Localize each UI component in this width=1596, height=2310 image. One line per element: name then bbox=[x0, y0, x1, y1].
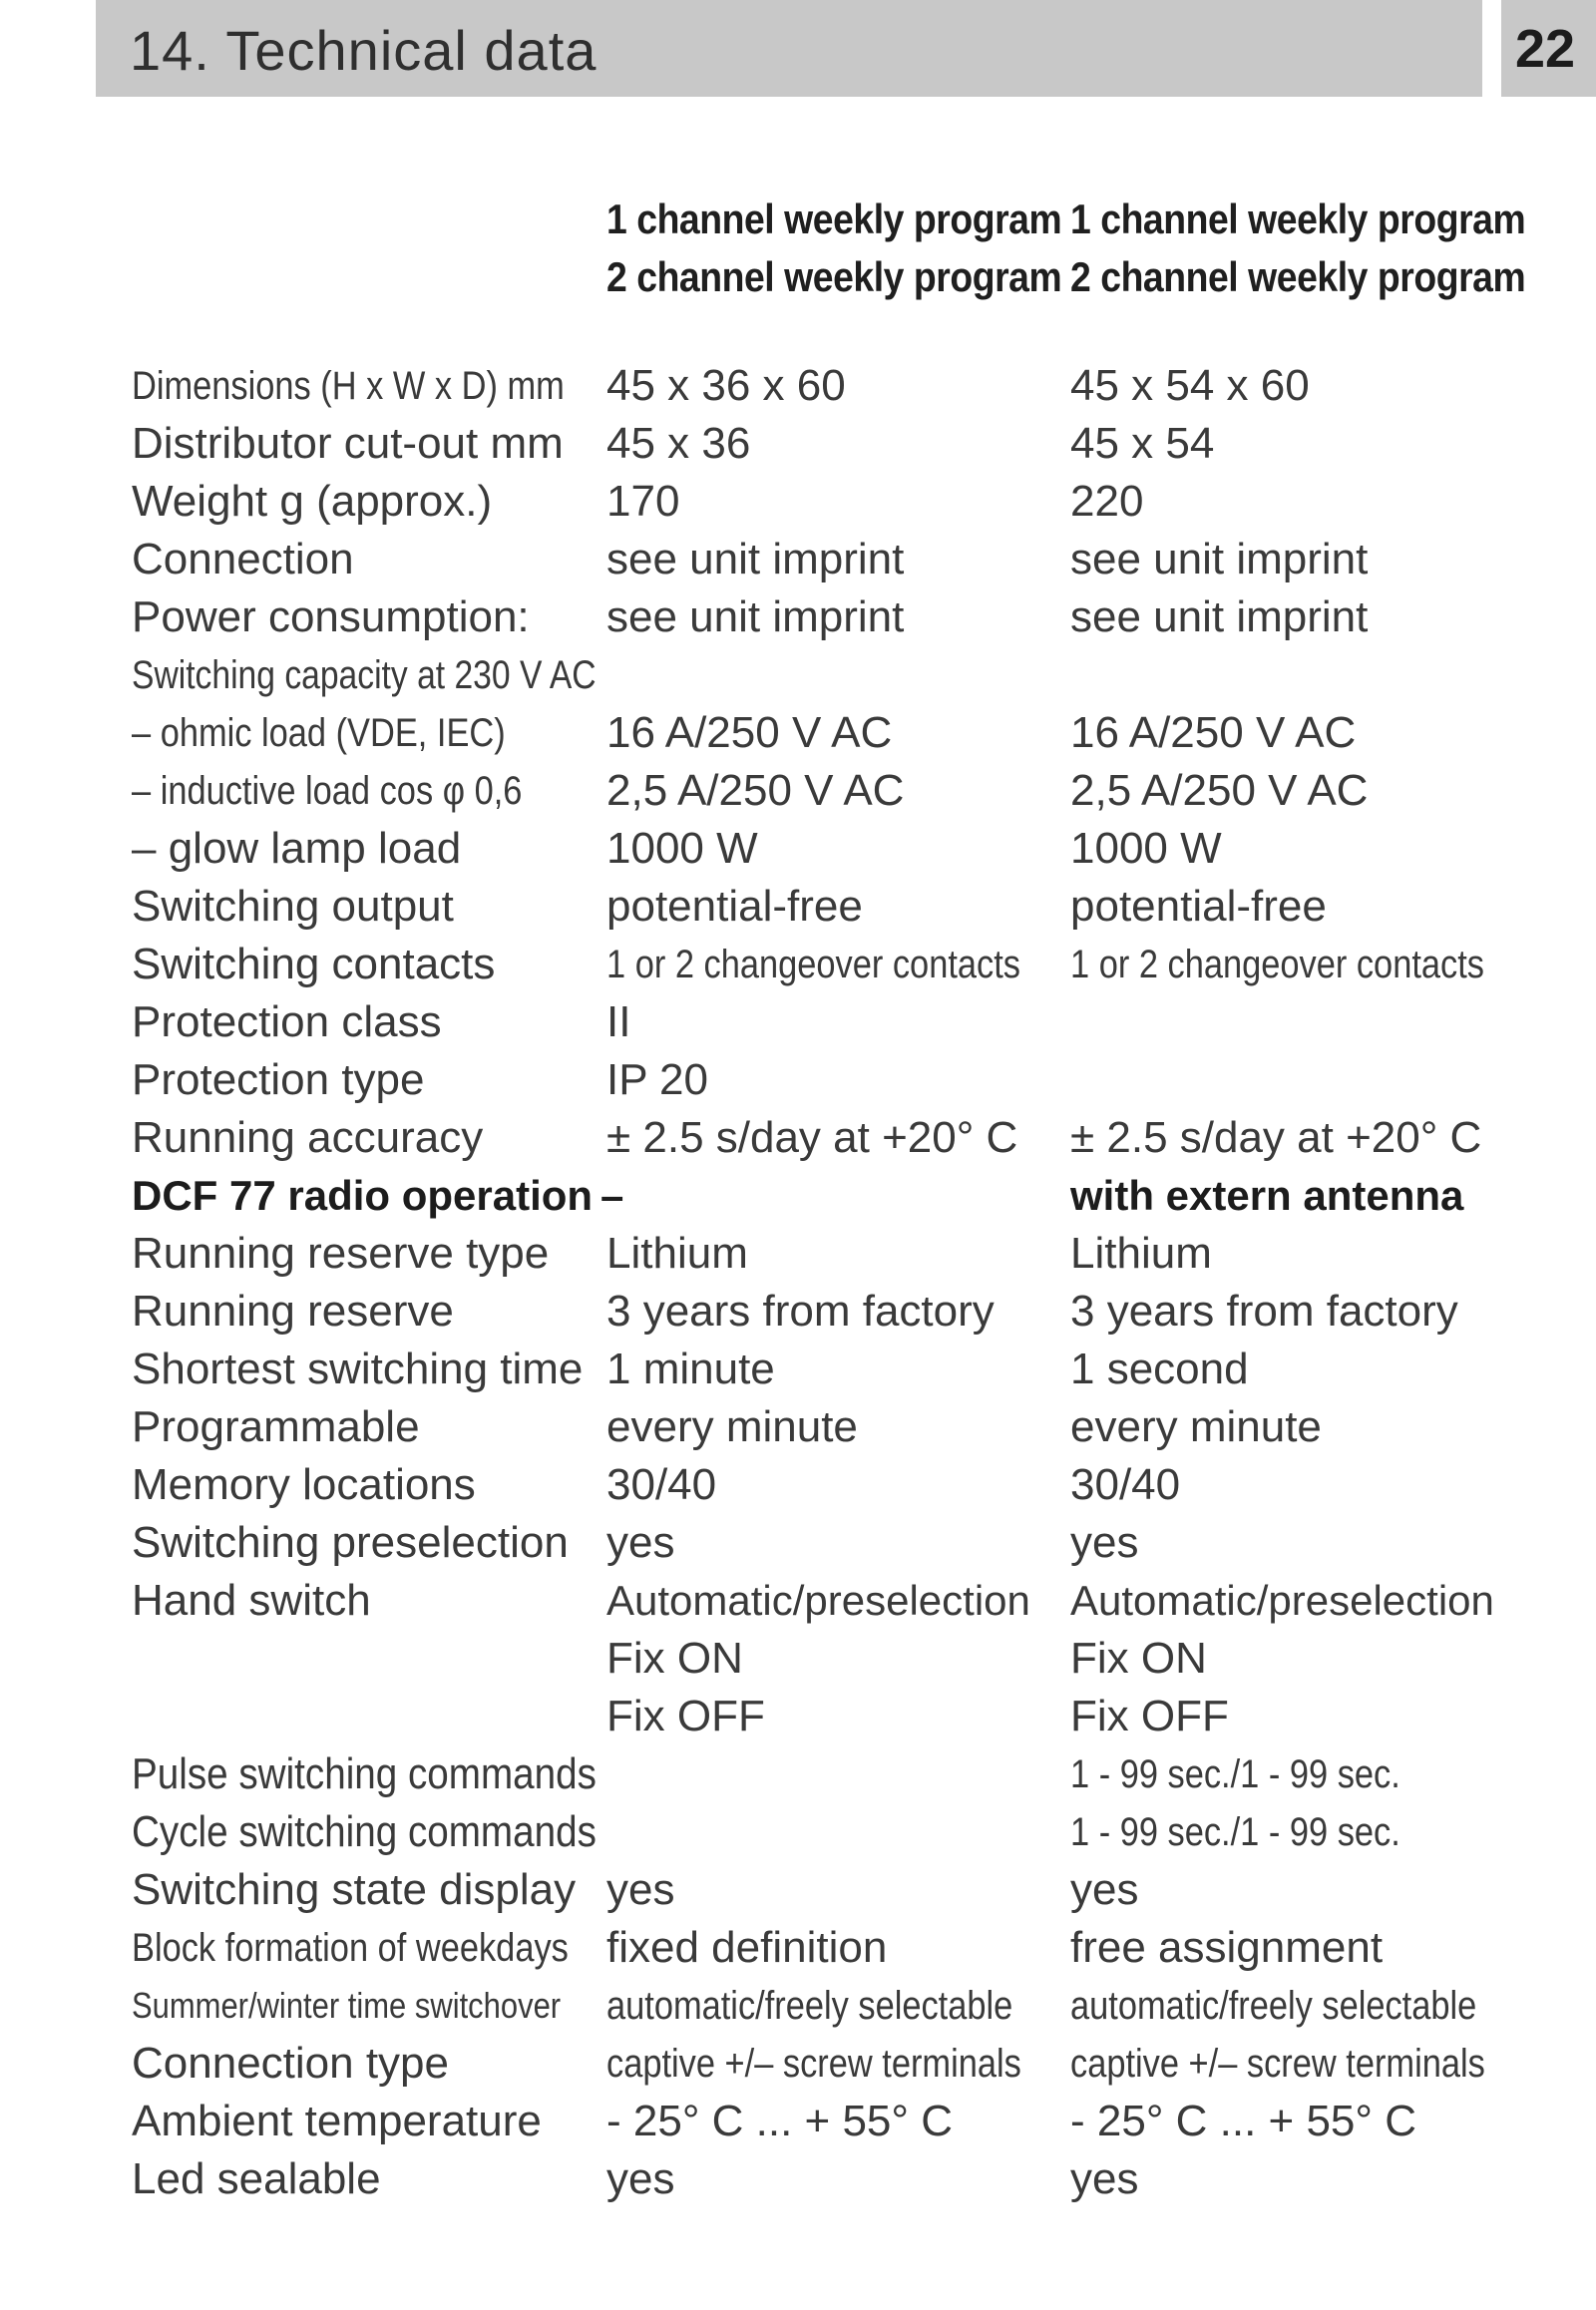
row-value-col2: Fix OFF bbox=[1070, 1692, 1229, 1740]
row-value-col1: 45 x 36 x 60 bbox=[606, 361, 846, 410]
row-value-col1: 1 minute bbox=[606, 1345, 775, 1393]
row-value-col1: yes bbox=[606, 1865, 675, 1914]
row-value-col2: 30/40 bbox=[1070, 1460, 1181, 1509]
row-value-col1: 16 A/250 V AC bbox=[606, 708, 893, 757]
row-label: Switching capacity at 230 V AC bbox=[132, 653, 597, 697]
column-header-1-line-2: 2 channel weekly program bbox=[606, 253, 1062, 300]
row-value-col1: IP 20 bbox=[606, 1055, 708, 1104]
row-value-col2: ± 2.5 s/day at +20° C bbox=[1070, 1113, 1482, 1162]
row-label: – glow lamp load bbox=[132, 824, 462, 873]
row-value-col2: Lithium bbox=[1070, 1229, 1212, 1278]
row-value-col1: 1 or 2 changeover contacts bbox=[606, 943, 1020, 986]
row-value-col2: 1 - 99 sec./1 - 99 sec. bbox=[1070, 1810, 1400, 1854]
row-value-col2: potential-free bbox=[1070, 882, 1327, 931]
row-value-col2: free assignment bbox=[1070, 1923, 1384, 1972]
row-value-col1: 1000 W bbox=[606, 824, 758, 873]
row-label: Switching preselection bbox=[132, 1518, 569, 1567]
row-value-col2: 45 x 54 x 60 bbox=[1070, 361, 1310, 410]
row-label: Running reserve bbox=[132, 1287, 454, 1336]
row-value-col2: every minute bbox=[1070, 1402, 1322, 1451]
row-label: Pulse switching commands bbox=[132, 1749, 597, 1798]
row-label: Summer/winter time switchover bbox=[132, 1985, 562, 2026]
row-label: Switching state display bbox=[132, 1865, 577, 1914]
row-value-col1: Fix ON bbox=[606, 1634, 743, 1683]
row-value-col2: 16 A/250 V AC bbox=[1070, 708, 1357, 757]
row-value-col2: see unit imprint bbox=[1070, 535, 1369, 583]
row-value-col1: see unit imprint bbox=[606, 535, 905, 583]
row-value-col1: captive +/– screw terminals bbox=[606, 2042, 1021, 2086]
row-value-col2: 1 - 99 sec./1 - 99 sec. bbox=[1070, 1752, 1400, 1796]
row-label: Programmable bbox=[132, 1402, 420, 1451]
row-label: Power consumption: bbox=[132, 592, 530, 641]
row-label: Memory locations bbox=[132, 1460, 476, 1509]
row-label: Ambient temperature bbox=[132, 2097, 542, 2145]
row-value-col1: yes bbox=[606, 1518, 675, 1567]
row-label: Connection type bbox=[132, 2039, 449, 2088]
row-value-col1: ± 2.5 s/day at +20° C bbox=[606, 1113, 1018, 1162]
page-title: 14. Technical data bbox=[130, 19, 598, 82]
row-value-col2: 2,5 A/250 V AC bbox=[1070, 766, 1369, 815]
row-value-col1: II bbox=[606, 997, 631, 1046]
row-value-col1: 30/40 bbox=[606, 1460, 717, 1509]
row-label: Running reserve type bbox=[132, 1229, 550, 1278]
row-value-col1: fixed definition bbox=[606, 1923, 888, 1972]
row-label: Cycle switching commands bbox=[132, 1807, 597, 1856]
row-label: Block formation of weekdays bbox=[132, 1926, 569, 1970]
row-value-col1: every minute bbox=[606, 1402, 858, 1451]
row-value-col2: 3 years from factory bbox=[1070, 1287, 1458, 1336]
row-value-col1: - 25° C ... + 55° C bbox=[606, 2097, 953, 2145]
row-label: Distributor cut-out mm bbox=[132, 419, 564, 468]
row-value-col2: - 25° C ... + 55° C bbox=[1070, 2097, 1416, 2145]
row-value-col2: Automatic/preselection bbox=[1070, 1577, 1494, 1624]
row-value-col1: 45 x 36 bbox=[606, 419, 751, 468]
row-value-col1: potential-free bbox=[606, 882, 863, 931]
row-value-col1: 2,5 A/250 V AC bbox=[606, 766, 905, 815]
row-value-col2: captive +/– screw terminals bbox=[1070, 2042, 1485, 2086]
row-value-col1: 170 bbox=[606, 477, 680, 526]
row-value-col2: 1 or 2 changeover contacts bbox=[1070, 943, 1484, 986]
row-value-col2: 45 x 54 bbox=[1070, 419, 1215, 468]
row-value-col1: automatic/freely selectable bbox=[606, 1984, 1013, 2028]
row-label: Connection bbox=[132, 535, 354, 583]
row-label: Protection class bbox=[132, 997, 442, 1046]
row-value-col2: with extern antenna bbox=[1070, 1172, 1464, 1219]
row-value-col1: Lithium bbox=[606, 1229, 748, 1278]
row-value-col2: 1000 W bbox=[1070, 824, 1222, 873]
row-value-col1: Fix OFF bbox=[606, 1692, 765, 1740]
row-label: Led sealable bbox=[132, 2154, 381, 2203]
row-value-col2: yes bbox=[1070, 1518, 1139, 1567]
row-value-col2: 1 second bbox=[1070, 1345, 1249, 1393]
row-value-col1: yes bbox=[606, 2154, 675, 2203]
row-value-col2: 220 bbox=[1070, 477, 1144, 526]
row-value-col1: – bbox=[600, 1172, 624, 1219]
row-label: Switching output bbox=[132, 882, 454, 931]
row-value-col2: yes bbox=[1070, 1865, 1139, 1914]
row-label: Protection type bbox=[132, 1055, 425, 1104]
row-label: Shortest switching time bbox=[132, 1345, 584, 1393]
row-label: – ohmic load (VDE, IEC) bbox=[132, 711, 506, 755]
row-value-col1: 3 years from factory bbox=[606, 1287, 995, 1336]
page-number: 22 bbox=[1515, 19, 1576, 79]
row-value-col1: Automatic/preselection bbox=[606, 1577, 1030, 1624]
column-header-1-line-1: 1 channel weekly program bbox=[606, 195, 1062, 242]
row-label: Dimensions (H x W x D) mm bbox=[132, 364, 565, 408]
row-value-col1: see unit imprint bbox=[606, 592, 905, 641]
row-label: Hand switch bbox=[132, 1576, 371, 1625]
row-value-col2: automatic/freely selectable bbox=[1070, 1984, 1477, 2028]
column-header-2-line-1: 1 channel weekly program bbox=[1070, 195, 1526, 242]
row-label: – inductive load cos φ 0,6 bbox=[132, 769, 523, 813]
column-header-2-line-2: 2 channel weekly program bbox=[1070, 253, 1526, 300]
row-label: Running accuracy bbox=[132, 1113, 484, 1162]
row-value-col2: yes bbox=[1070, 2154, 1139, 2203]
row-label: DCF 77 radio operation bbox=[132, 1172, 594, 1219]
row-label: Weight g (approx.) bbox=[132, 477, 493, 526]
row-value-col2: see unit imprint bbox=[1070, 592, 1369, 641]
row-label: Switching contacts bbox=[132, 940, 496, 988]
row-value-col2: Fix ON bbox=[1070, 1634, 1207, 1683]
